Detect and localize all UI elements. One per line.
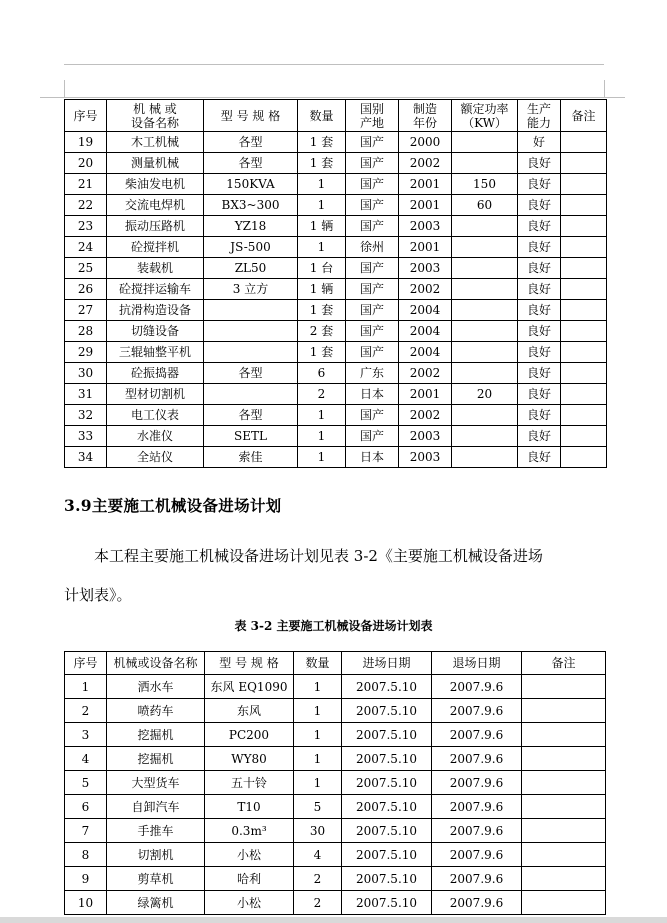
- table-cell: 良好: [518, 384, 561, 405]
- table-cell: 1 套: [298, 300, 346, 321]
- table-cell: 2007.5.10: [342, 891, 432, 915]
- table-cell: 广东: [346, 363, 399, 384]
- column-header: 生产 能力: [518, 100, 561, 132]
- table-row: [65, 771, 606, 795]
- table-cell: 2007.9.6: [432, 771, 522, 795]
- table-cell: 振动压路机: [107, 216, 204, 237]
- table-cell: [452, 153, 518, 174]
- table-cell: 28: [65, 321, 107, 342]
- table-cell: [561, 216, 607, 237]
- table-cell: 5: [294, 795, 342, 819]
- table-cell: 良好: [518, 321, 561, 342]
- table-cell: 32: [65, 405, 107, 426]
- table-cell: 2007.9.6: [432, 747, 522, 771]
- table-cell: 2002: [399, 279, 452, 300]
- table-cell: [522, 723, 606, 747]
- table-cell: 2 套: [298, 321, 346, 342]
- table-cell: [522, 819, 606, 843]
- table-cell: 5: [65, 771, 107, 795]
- table-cell: 国产: [346, 405, 399, 426]
- table-cell: 良好: [518, 174, 561, 195]
- table-cell: [452, 447, 518, 468]
- column-header: 型 号 规 格: [204, 100, 298, 132]
- table-cell: 4: [65, 747, 107, 771]
- equipment-table: [64, 99, 607, 468]
- table-cell: 国产: [346, 153, 399, 174]
- table-cell: 砼搅拌运输车: [107, 279, 204, 300]
- table-cell: 1 辆: [298, 279, 346, 300]
- table-cell: [452, 426, 518, 447]
- column-header: 型 号 规 格: [205, 652, 294, 675]
- table-cell: 2004: [399, 321, 452, 342]
- table-row: [65, 174, 607, 195]
- table-cell: 20: [65, 153, 107, 174]
- table-cell: 徐州: [346, 237, 399, 258]
- table-cell: 抗滑构造设备: [107, 300, 204, 321]
- table-cell: 2003: [399, 216, 452, 237]
- table-cell: [522, 891, 606, 915]
- table-cell: 2004: [399, 342, 452, 363]
- table-cell: ZL50: [204, 258, 298, 279]
- table-cell: 1: [298, 174, 346, 195]
- table-cell: [522, 795, 606, 819]
- table-cell: 各型: [204, 153, 298, 174]
- table-row: [65, 363, 607, 384]
- table-cell: 6: [298, 363, 346, 384]
- table-cell: 2: [298, 384, 346, 405]
- table-row: [65, 426, 607, 447]
- table-cell: [204, 321, 298, 342]
- table-cell: 2007.9.6: [432, 891, 522, 915]
- table-cell: SETL: [204, 426, 298, 447]
- table-cell: [561, 342, 607, 363]
- table-row: [65, 321, 607, 342]
- table-cell: 2002: [399, 405, 452, 426]
- table-cell: JS-500: [204, 237, 298, 258]
- table-cell: 木工机械: [107, 132, 204, 153]
- table-cell: 国产: [346, 216, 399, 237]
- page-margin-line-top: [64, 64, 604, 65]
- table-cell: 国产: [346, 174, 399, 195]
- table-cell: YZ18: [204, 216, 298, 237]
- table-cell: 2002: [399, 153, 452, 174]
- table-row: [65, 279, 607, 300]
- table-cell: 2: [65, 699, 107, 723]
- table-cell: 日本: [346, 384, 399, 405]
- table-cell: 国产: [346, 132, 399, 153]
- table-cell: 好: [518, 132, 561, 153]
- table-cell: 20: [452, 384, 518, 405]
- table-cell: 国产: [346, 321, 399, 342]
- table-cell: [561, 426, 607, 447]
- table-cell: [204, 342, 298, 363]
- table-cell: 2007.9.6: [432, 723, 522, 747]
- table-cell: 小松: [205, 843, 294, 867]
- table-cell: 2007.5.10: [342, 867, 432, 891]
- table-cell: [452, 405, 518, 426]
- table-cell: 2007.5.10: [342, 675, 432, 699]
- table-cell: 手推车: [107, 819, 205, 843]
- table-cell: 2007.5.10: [342, 843, 432, 867]
- table-cell: 2: [294, 891, 342, 915]
- table-row: [65, 132, 607, 153]
- table-cell: PC200: [205, 723, 294, 747]
- table-cell: 国产: [346, 426, 399, 447]
- table-cell: 挖掘机: [107, 723, 205, 747]
- table-cell: 2007.9.6: [432, 867, 522, 891]
- table-cell: 31: [65, 384, 107, 405]
- column-header: 进场日期: [342, 652, 432, 675]
- table-cell: 21: [65, 174, 107, 195]
- table-row: [65, 447, 607, 468]
- window-bottom-scroll-area: [0, 917, 667, 923]
- paragraph-line-2: 计划表》。: [64, 586, 132, 604]
- table-cell: [452, 342, 518, 363]
- table-cell: [561, 300, 607, 321]
- table-cell: [561, 153, 607, 174]
- table-cell: 良好: [518, 342, 561, 363]
- table-cell: 良好: [518, 153, 561, 174]
- table-cell: 型材切割机: [107, 384, 204, 405]
- table-cell: 2002: [399, 363, 452, 384]
- table-cell: 2007.5.10: [342, 723, 432, 747]
- column-header: 数量: [294, 652, 342, 675]
- table-cell: 柴油发电机: [107, 174, 204, 195]
- table-row: [65, 867, 606, 891]
- table-cell: [522, 699, 606, 723]
- table-cell: 良好: [518, 216, 561, 237]
- table-cell: [452, 279, 518, 300]
- table-cell: 24: [65, 237, 107, 258]
- section-heading: 3.9主要施工机械设备进场计划: [64, 496, 282, 515]
- table-cell: 挖掘机: [107, 747, 205, 771]
- table-cell: 4: [294, 843, 342, 867]
- table-cell: 2007.5.10: [342, 747, 432, 771]
- table-cell: 测量机械: [107, 153, 204, 174]
- table-cell: 34: [65, 447, 107, 468]
- table-cell: [452, 258, 518, 279]
- table-cell: 交流电焊机: [107, 195, 204, 216]
- table-cell: 2001: [399, 384, 452, 405]
- table-cell: 各型: [204, 363, 298, 384]
- table-cell: 切割机: [107, 843, 205, 867]
- table-cell: 国产: [346, 258, 399, 279]
- table-row: [65, 258, 607, 279]
- table-cell: 国产: [346, 342, 399, 363]
- table-row: [65, 300, 607, 321]
- table-cell: 1: [294, 747, 342, 771]
- table-cell: 2007.5.10: [342, 819, 432, 843]
- column-header: 备注: [561, 100, 607, 132]
- paragraph-line-1: 本工程主要施工机械设备进场计划见表 3-2《主要施工机械设备进场: [94, 547, 543, 565]
- table-row: [65, 405, 607, 426]
- table-cell: 装载机: [107, 258, 204, 279]
- table-cell: 东风 EQ1090: [205, 675, 294, 699]
- table-cell: 水准仪: [107, 426, 204, 447]
- table-row: [65, 747, 606, 771]
- table-cell: 2007.5.10: [342, 699, 432, 723]
- table-cell: 1: [294, 723, 342, 747]
- table-cell: 22: [65, 195, 107, 216]
- table-row: [65, 723, 606, 747]
- table-cell: 国产: [346, 300, 399, 321]
- column-header: 机械或设备名称: [107, 652, 205, 675]
- table-row: [65, 843, 606, 867]
- table-row: [65, 699, 606, 723]
- table-cell: 1 套: [298, 153, 346, 174]
- table-cell: [561, 384, 607, 405]
- table-row: [65, 342, 607, 363]
- table-cell: 7: [65, 819, 107, 843]
- table-cell: [452, 363, 518, 384]
- column-header: 额定功率 （KW）: [452, 100, 518, 132]
- table-cell: 3 立方: [204, 279, 298, 300]
- table-cell: 2007.9.6: [432, 843, 522, 867]
- page-margin-line-header: [40, 97, 625, 98]
- table-cell: 19: [65, 132, 107, 153]
- table-cell: 2003: [399, 426, 452, 447]
- table-cell: 2001: [399, 174, 452, 195]
- table-cell: 洒水车: [107, 675, 205, 699]
- table-cell: 切缝设备: [107, 321, 204, 342]
- table-cell: [452, 132, 518, 153]
- table-cell: 2007.9.6: [432, 819, 522, 843]
- table-cell: 25: [65, 258, 107, 279]
- table-cell: 良好: [518, 279, 561, 300]
- table-cell: 33: [65, 426, 107, 447]
- table-cell: 2000: [399, 132, 452, 153]
- table-cell: [561, 174, 607, 195]
- table-cell: T10: [205, 795, 294, 819]
- column-header: 序号: [65, 100, 107, 132]
- table-cell: 0.3m³: [205, 819, 294, 843]
- table-cell: 1: [294, 771, 342, 795]
- table-cell: [522, 867, 606, 891]
- table-cell: 26: [65, 279, 107, 300]
- table-cell: 2007.9.6: [432, 795, 522, 819]
- table-header-row: [65, 100, 607, 132]
- table-cell: 1: [298, 405, 346, 426]
- table-cell: [561, 279, 607, 300]
- table-cell: [561, 132, 607, 153]
- table-cell: 剪草机: [107, 867, 205, 891]
- table-cell: 2007.9.6: [432, 675, 522, 699]
- table-cell: 砼搅拌机: [107, 237, 204, 258]
- table-row: [65, 891, 606, 915]
- table-cell: 2001: [399, 237, 452, 258]
- table-cell: 1 套: [298, 342, 346, 363]
- table-row: [65, 795, 606, 819]
- table-cell: 30: [294, 819, 342, 843]
- table-row: [65, 384, 607, 405]
- table-cell: [561, 447, 607, 468]
- column-header: 序号: [65, 652, 107, 675]
- table-cell: 砼振捣器: [107, 363, 204, 384]
- table-cell: 3: [65, 723, 107, 747]
- table-cell: 电工仪表: [107, 405, 204, 426]
- table-row: [65, 237, 607, 258]
- table-cell: 150: [452, 174, 518, 195]
- table-cell: 1 辆: [298, 216, 346, 237]
- entry-plan-table: [64, 651, 606, 915]
- table-cell: 喷药车: [107, 699, 205, 723]
- table-cell: WY80: [205, 747, 294, 771]
- table-cell: [452, 300, 518, 321]
- table-row: [65, 216, 607, 237]
- table-cell: 2003: [399, 447, 452, 468]
- table-cell: 10: [65, 891, 107, 915]
- column-header: 国别 产地: [346, 100, 399, 132]
- table-cell: 2007.5.10: [342, 795, 432, 819]
- table-cell: 1 套: [298, 132, 346, 153]
- table-cell: 2004: [399, 300, 452, 321]
- table-cell: 五十铃: [205, 771, 294, 795]
- column-header: 制造 年份: [399, 100, 452, 132]
- table-row: [65, 195, 607, 216]
- table-cell: [452, 237, 518, 258]
- table-cell: 国产: [346, 279, 399, 300]
- table-cell: [522, 747, 606, 771]
- table-cell: 良好: [518, 300, 561, 321]
- table-cell: 60: [452, 195, 518, 216]
- table-cell: 1: [294, 699, 342, 723]
- table-cell: 30: [65, 363, 107, 384]
- table-cell: [561, 405, 607, 426]
- column-header: 数量: [298, 100, 346, 132]
- table-cell: [561, 237, 607, 258]
- table-cell: 8: [65, 843, 107, 867]
- table-cell: 1: [298, 447, 346, 468]
- table-cell: [561, 195, 607, 216]
- table-cell: 2001: [399, 195, 452, 216]
- table-cell: 良好: [518, 363, 561, 384]
- table-cell: 良好: [518, 405, 561, 426]
- table-cell: 大型货车: [107, 771, 205, 795]
- table-cell: [452, 216, 518, 237]
- table-cell: BX3~300: [204, 195, 298, 216]
- table-cell: 三辊轴整平机: [107, 342, 204, 363]
- column-header: 退场日期: [432, 652, 522, 675]
- table-cell: 27: [65, 300, 107, 321]
- table-cell: 日本: [346, 447, 399, 468]
- table-cell: 1: [294, 675, 342, 699]
- table-cell: 2007.9.6: [432, 699, 522, 723]
- table-cell: 2003: [399, 258, 452, 279]
- table-cell: 东风: [205, 699, 294, 723]
- table-cell: [561, 363, 607, 384]
- table-cell: 29: [65, 342, 107, 363]
- page-margin-line-left: [64, 80, 65, 98]
- table-header-row: [65, 652, 606, 675]
- table-cell: 良好: [518, 237, 561, 258]
- table-cell: 良好: [518, 195, 561, 216]
- table-cell: 2: [294, 867, 342, 891]
- table-row: [65, 675, 606, 699]
- table-cell: 1: [298, 426, 346, 447]
- column-header: 备注: [522, 652, 606, 675]
- table-row: [65, 819, 606, 843]
- table-cell: 良好: [518, 258, 561, 279]
- table-cell: 良好: [518, 447, 561, 468]
- table-cell: 23: [65, 216, 107, 237]
- table-cell: [522, 771, 606, 795]
- table-cell: 哈利: [205, 867, 294, 891]
- table-cell: [452, 321, 518, 342]
- table-cell: [561, 321, 607, 342]
- column-header: 机 械 或 设备名称: [107, 100, 204, 132]
- table-cell: 绿篱机: [107, 891, 205, 915]
- table-caption: 表 3-2 主要施工机械设备进场计划表: [234, 619, 433, 633]
- table-cell: 1: [298, 237, 346, 258]
- table-row: [65, 153, 607, 174]
- table-cell: [204, 384, 298, 405]
- table-cell: 各型: [204, 405, 298, 426]
- table-cell: 150KVA: [204, 174, 298, 195]
- table-cell: 9: [65, 867, 107, 891]
- table-cell: 小松: [205, 891, 294, 915]
- page-margin-line-right: [604, 80, 605, 98]
- table-cell: [522, 675, 606, 699]
- table-cell: 6: [65, 795, 107, 819]
- table-cell: 2007.5.10: [342, 771, 432, 795]
- table-cell: [561, 258, 607, 279]
- table-cell: 自卸汽车: [107, 795, 205, 819]
- table-cell: 良好: [518, 426, 561, 447]
- table-cell: 各型: [204, 132, 298, 153]
- table-cell: 索佳: [204, 447, 298, 468]
- table-cell: [522, 843, 606, 867]
- table-cell: 国产: [346, 195, 399, 216]
- table-cell: 1: [65, 675, 107, 699]
- table-cell: 1 台: [298, 258, 346, 279]
- table-cell: 全站仪: [107, 447, 204, 468]
- table-cell: [204, 300, 298, 321]
- table-cell: 1: [298, 195, 346, 216]
